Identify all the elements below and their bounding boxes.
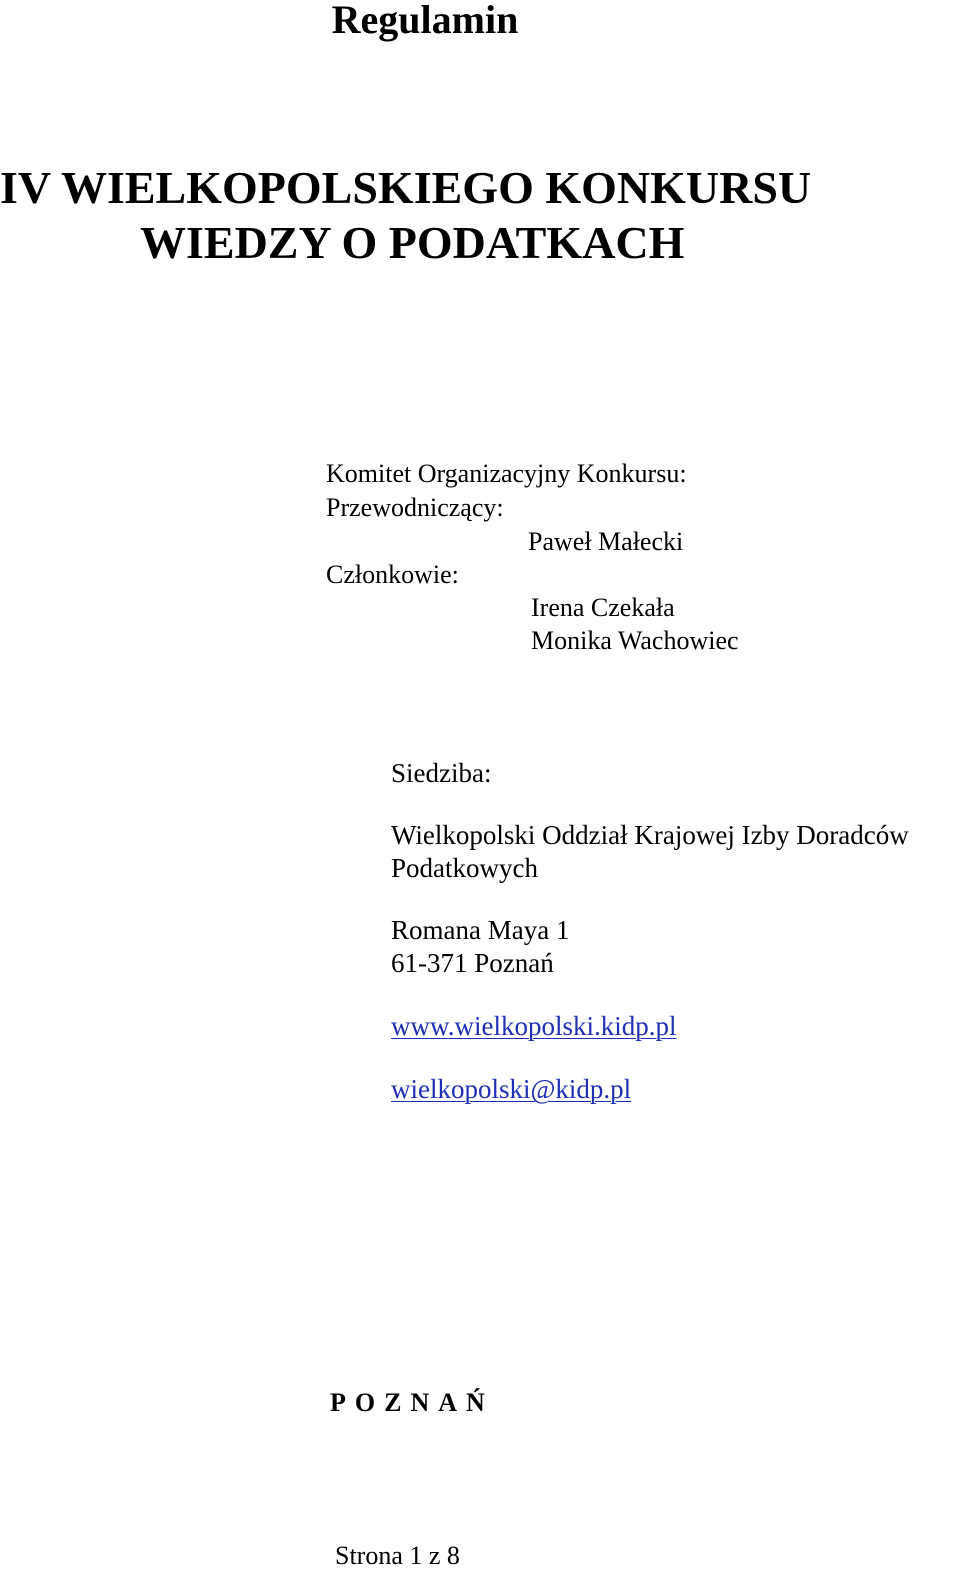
street-address: Romana Maya 1	[391, 915, 570, 945]
heading-line-2: WIEDZY O PODATKACH	[140, 217, 685, 268]
organization-name-line-2: Podatkowych	[391, 853, 538, 883]
document-title: Regulamin	[331, 0, 519, 42]
organization-name-line-1: Wielkopolski Oddział Krajowej Izby Doradców	[391, 820, 909, 850]
chair-label: Przewodniczący:	[326, 493, 504, 522]
page-number: Strona 1 z 8	[335, 1541, 460, 1570]
member-name: Irena Czekała	[531, 593, 675, 622]
document-heading	[0, 160, 811, 270]
member-name: Monika Wachowiec	[531, 626, 739, 655]
committee-label: Komitet Organizacyjny Konkursu:	[326, 459, 687, 488]
members-label: Członkowie:	[326, 560, 459, 589]
seat-label: Siedziba:	[391, 758, 492, 788]
website-link[interactable]: www.wielkopolski.kidp.pl	[391, 1011, 677, 1041]
email-link[interactable]: wielkopolski@kidp.pl	[391, 1074, 632, 1104]
heading-line-1: IV WIELKOPOLSKIEGO KONKURSU	[0, 162, 812, 213]
city-name: POZNAŃ	[330, 1388, 494, 1417]
chair-name: Paweł Małecki	[528, 527, 684, 556]
postal-city: 61-371 Poznań	[391, 948, 554, 978]
